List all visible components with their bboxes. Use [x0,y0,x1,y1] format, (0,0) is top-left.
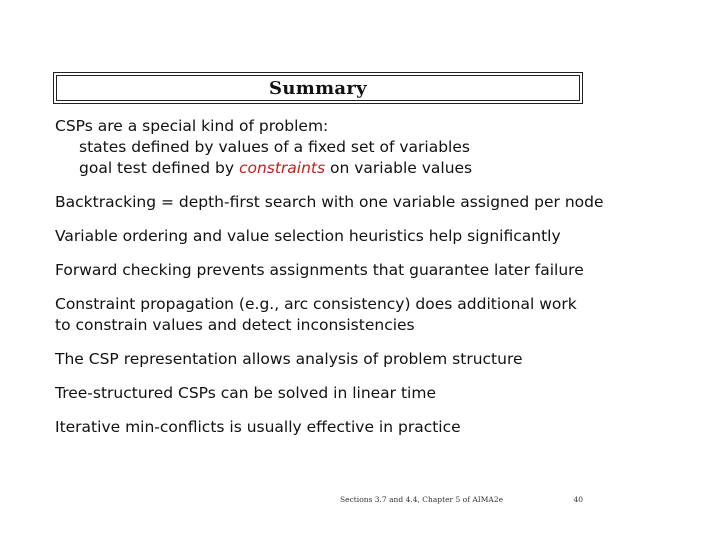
min-conflicts-line: Iterative min-conflicts is usually effective in practice [55,418,461,436]
title-box [53,72,583,104]
bullet-forward-checking [55,260,675,281]
slide-content [55,116,675,451]
backtracking-line: Backtracking = depth-first search with one variable assigned per node [55,193,604,211]
bullet-min-conflicts [55,417,675,438]
constraint-propagation-line-1: Constraint propagation (e.g., arc consistency) does additional work [55,295,577,313]
title-inner-frame [56,75,580,101]
bullet-csp-definition [55,116,675,179]
bullet-heuristics [55,226,675,247]
bullet-tree-structured [55,383,675,404]
slide-title: Summary [269,77,367,99]
csp-definition-line: CSPs are a special kind of problem: [55,117,329,135]
csp-states-line: states defined by values of a fixed set of variables [79,138,470,156]
slide-footer [340,495,583,504]
constraints-highlight: constraints [238,159,326,177]
constraint-propagation-line-2: to constrain values and detect inconsistencies [55,316,415,334]
goal-test-prefix: goal test defined by [79,159,239,177]
goal-test-suffix: on variable values [325,159,473,177]
bullet-constraint-propagation [55,294,675,336]
footer-source: Sections 3.7 and 4.4, Chapter 5 of AIMA2e [340,495,504,504]
bullet-csp-representation [55,349,675,370]
csp-representation-line: The CSP representation allows analysis of problem structure [55,350,523,368]
bullet-backtracking [55,192,675,213]
csp-goal-test-line [55,158,675,179]
heuristics-line: Variable ordering and value selection heuristics help significantly [55,227,561,245]
tree-structured-line: Tree-structured CSPs can be solved in linear time [55,384,436,402]
forward-checking-line: Forward checking prevents assignments that guarantee later failure [55,261,584,279]
footer-page-number: 40 [573,495,583,504]
